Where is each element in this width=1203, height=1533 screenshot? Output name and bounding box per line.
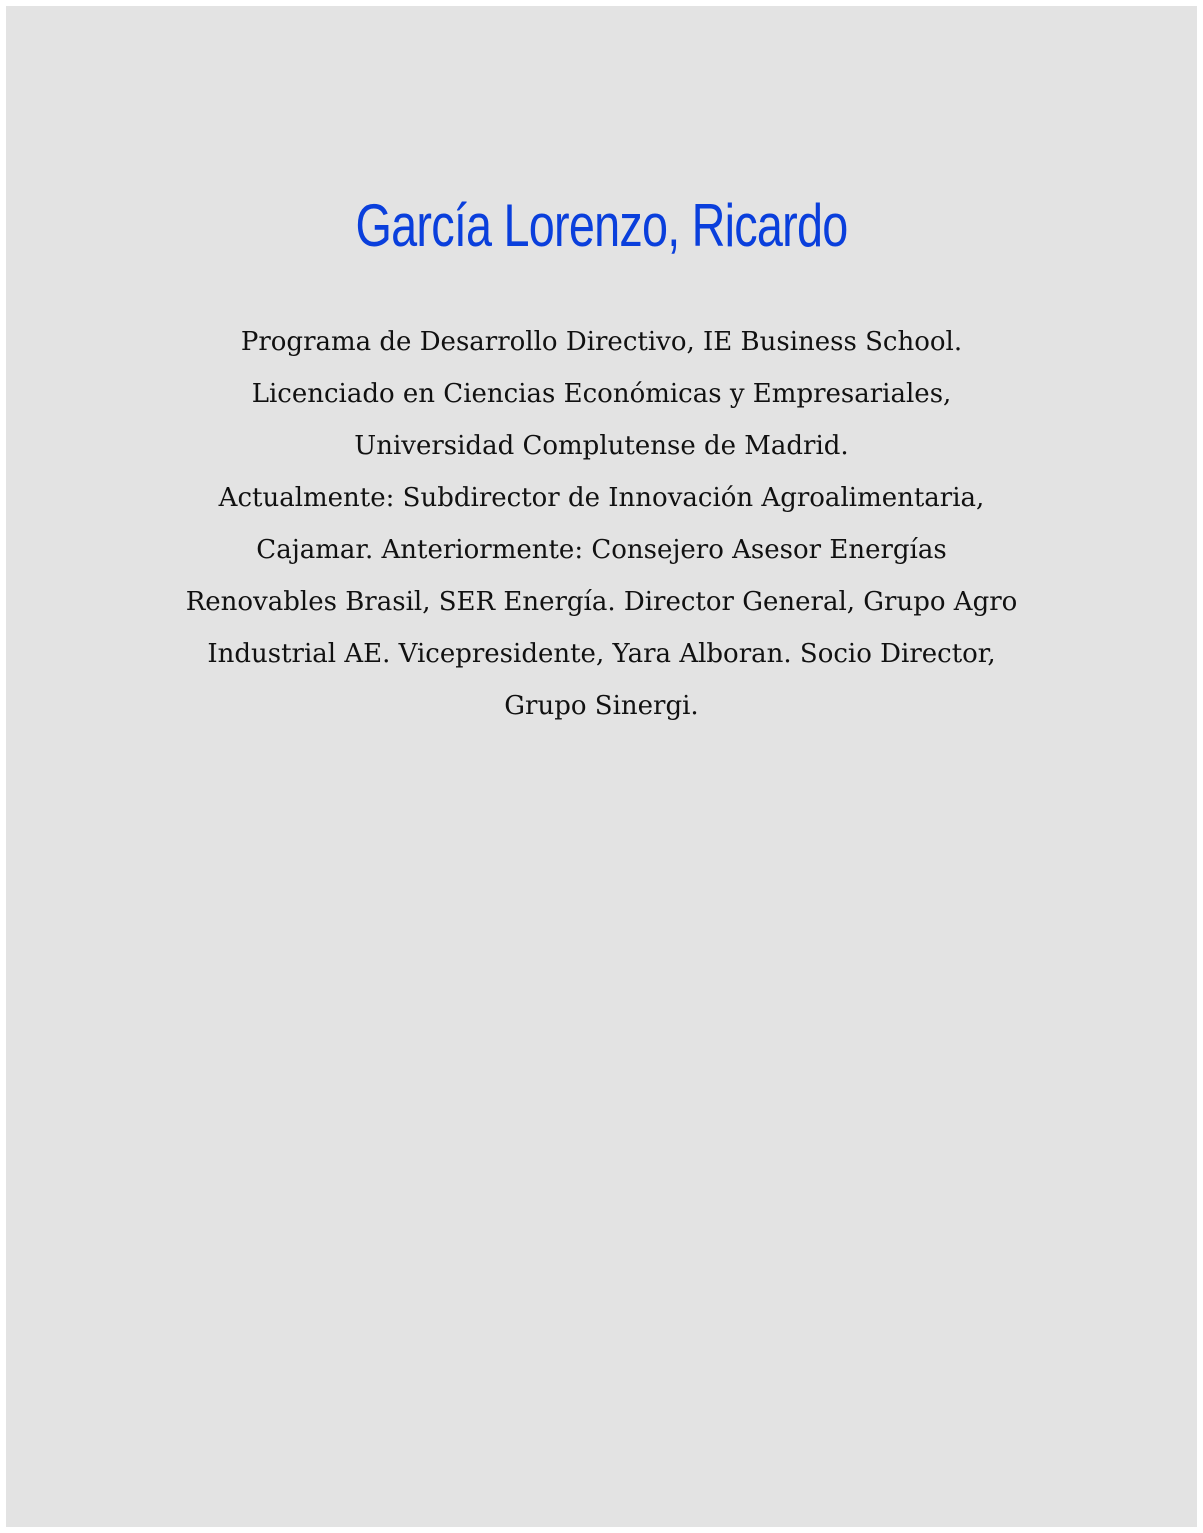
biography bbox=[76, 316, 1127, 732]
bio-line: Industrial AE. Vicepresidente, Yara Alboran. Socio Director, bbox=[207, 639, 996, 669]
bio-line: Actualmente: Subdirector de Innovación Agroalimentaria, bbox=[218, 483, 985, 513]
person-name: García Lorenzo, Ricardo bbox=[355, 192, 848, 259]
bio-line: Grupo Sinergi. bbox=[504, 691, 699, 721]
bio-line: Renovables Brasil, SER Energía. Director General, Grupo Agro bbox=[185, 587, 1018, 617]
bio-line: Programa de Desarrollo Directivo, IE Business School. bbox=[240, 327, 963, 357]
profile-card bbox=[6, 6, 1197, 1527]
bio-line: Universidad Complutense de Madrid. bbox=[354, 431, 849, 461]
bio-line: Cajamar. Anteriormente: Consejero Asesor Energías bbox=[256, 535, 947, 565]
bio-line: Licenciado en Ciencias Económicas y Empresariales, bbox=[251, 379, 952, 409]
